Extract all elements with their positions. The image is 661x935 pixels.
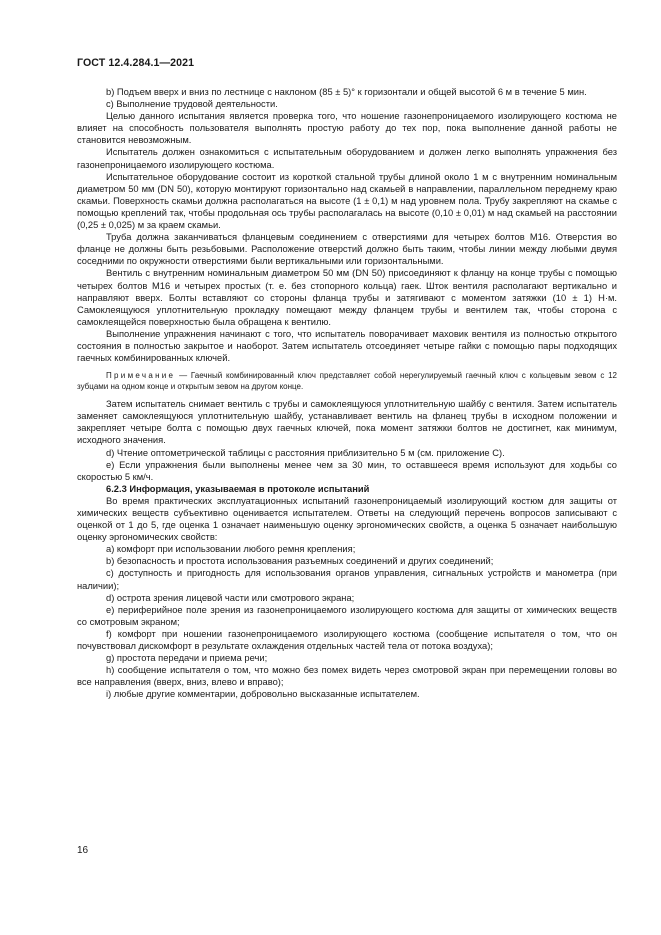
paragraph: Затем испытатель снимает вентиль с трубы и самоклеящуюся уплотнительную шайбу с вентиля. Затем испытатель заменяет самоклеящуюся уплотнительную шайбу, устанавливает вентиль на фланец трубы в исходном положении и закрепляет четыре болта с помощью двух гаечных ключей, пока момент затяжки болтов не достигнет, как минимум, исходного значения. xyxy=(77,399,617,446)
paragraph: Во время практических эксплуатационных испытаний газонепроницаемый изолирующий костюм для защиты от химических веществ субъективно оценивается испытателем. Ответы на следующий перечень вопросов записывают с оценкой от 1 до 5, где оценка 1 означает наименьшую оценку эргономических свойств, а оценка 5 означает наибольшую оценку эргономических свойств: xyxy=(77,495,617,543)
note-label: Примечание xyxy=(106,371,176,381)
list-item: c) доступность и пригодность для использования органов управления, сигнальных устройств и манометра (при наличии); xyxy=(77,568,617,591)
list-item: e) Если упражнения были выполнены менее чем за 30 мин, то оставшееся время используют для ходьбы со скоростью 5 км/ч. xyxy=(77,459,617,482)
paragraph: Целью данного испытания является проверка того, что ношение газонепроницаемого изолирующего костюма не влияет на способность пользователя выполнять простую работу до тех пор, пока выполнение данной работы не становится невозможным. xyxy=(77,111,617,146)
list-item: b) Подъем вверх и вниз по лестнице с наклоном (85 ± 5)° к горизонтали и общей высотой 6 м в течение 5 мин. xyxy=(106,87,587,97)
section-heading: 6.2.3 Информация, указываемая в протоколе испытаний xyxy=(106,483,370,494)
paragraph: Труба должна заканчиваться фланцевым соединением с отверстиями для четырех болтов M16. Отверстия во фланце не должны быть резьбовыми. Расположение отверстий должно быть таким, чтобы линии между любыми двумя соседними по окружности отверстиями были вертикальными или горизонтальными. xyxy=(77,232,617,267)
list-item: f) комфорт при ношении газонепроницаемого изолирующего костюма (сообщение испытателя о том, что он почувствовал дискомфорт в результате охлаждения отдельных частей тела от потока воздуха); xyxy=(77,628,617,652)
page-number: 16 xyxy=(77,845,89,856)
list-item: h) сообщение испытателя о том, что можно без помех видеть через смотровой экран при перемещении головы во все направления (вверх, вниз, влево и вправо); xyxy=(77,665,617,688)
list-item: d) Чтение оптометрической таблицы с расстояния приблизительно 5 м (см. приложение С). xyxy=(106,447,505,458)
list-item: d) острота зрения лицевой части или смотрового экрана; xyxy=(106,592,355,603)
list-item: e) периферийное поле зрения из газонепроницаемого изолирующего костюма для защиты от химических веществ со смотровым экраном; xyxy=(77,604,617,627)
list-item: i) любые другие комментарии, добровольно высказанные испытателем. xyxy=(106,689,420,700)
paragraph: Выполнение упражнения начинают с того, что испытатель поворачивает маховик вентиля из полностью открытого состояния в полностью закрытое и наоборот. Затем испытатель отсоединяет четыре гайки с помощью пары подходящих гаечных комбинированных ключей. xyxy=(77,328,617,364)
note xyxy=(77,370,617,392)
paragraph: Испытательное оборудование состоит из короткой стальной трубы длиной около 1 м с внутренним номинальным диаметром 50 мм (DN 50), которую монтируют горизонтально над скамьей в направлении, параллельном переднему краю скамьи. Поверхность скамьи должна располагаться на высоте (1 ± 0,1) м над уровнем пола. Трубу закрепляют на скамье с помощью креплений так, чтобы продольная ось трубы располагалась на высоте (0,10 ± 0,01) м над скамьей на расстоянии (0,25 ± 0,025) м за краем скамьи. xyxy=(77,171,617,231)
list-item: a) комфорт при использовании любого ремня крепления; xyxy=(106,544,356,555)
paragraph: Вентиль с внутренним номинальным диаметром 50 мм (DN 50) присоединяют к фланцу на конце трубы с помощью четырех болтов M16 и четырех простых (т. е. без стопорного кольца) гаек. Шток вентиля располагают вертикально и направляют вверх. Болты вставляют со стороны фланца трубы и затягивают с моментом затяжки (10 ± 1) Н·м. Самоклеящуюся уплотнительную прокладку помещают между фланцем трубы и вентилем так, чтобы сторона с самоклеящейся поверхностью была обращена к вентилю. xyxy=(77,268,617,327)
paragraph: Испытатель должен ознакомиться с испытательным оборудованием и должен легко выполнять упражнения без газонепроницаемого изолирующего костюма. xyxy=(77,147,617,170)
list-item: c) Выполнение трудовой деятельности. xyxy=(106,99,278,110)
document-header: ГОСТ 12.4.284.1—2021 xyxy=(77,57,195,69)
list-item: b) безопасность и простота использования разъемных соединений и других соединений; xyxy=(106,556,494,567)
note-text: — Гаечный комбинированный ключ представляет собой нерегулируемый гаечный ключ с кольцевым зевом с 12 зубцами на одном конце и открытым зевом на другом конце. xyxy=(77,371,617,392)
list-item: g) простота передачи и приема речи; xyxy=(106,653,268,664)
document-body xyxy=(77,86,617,701)
